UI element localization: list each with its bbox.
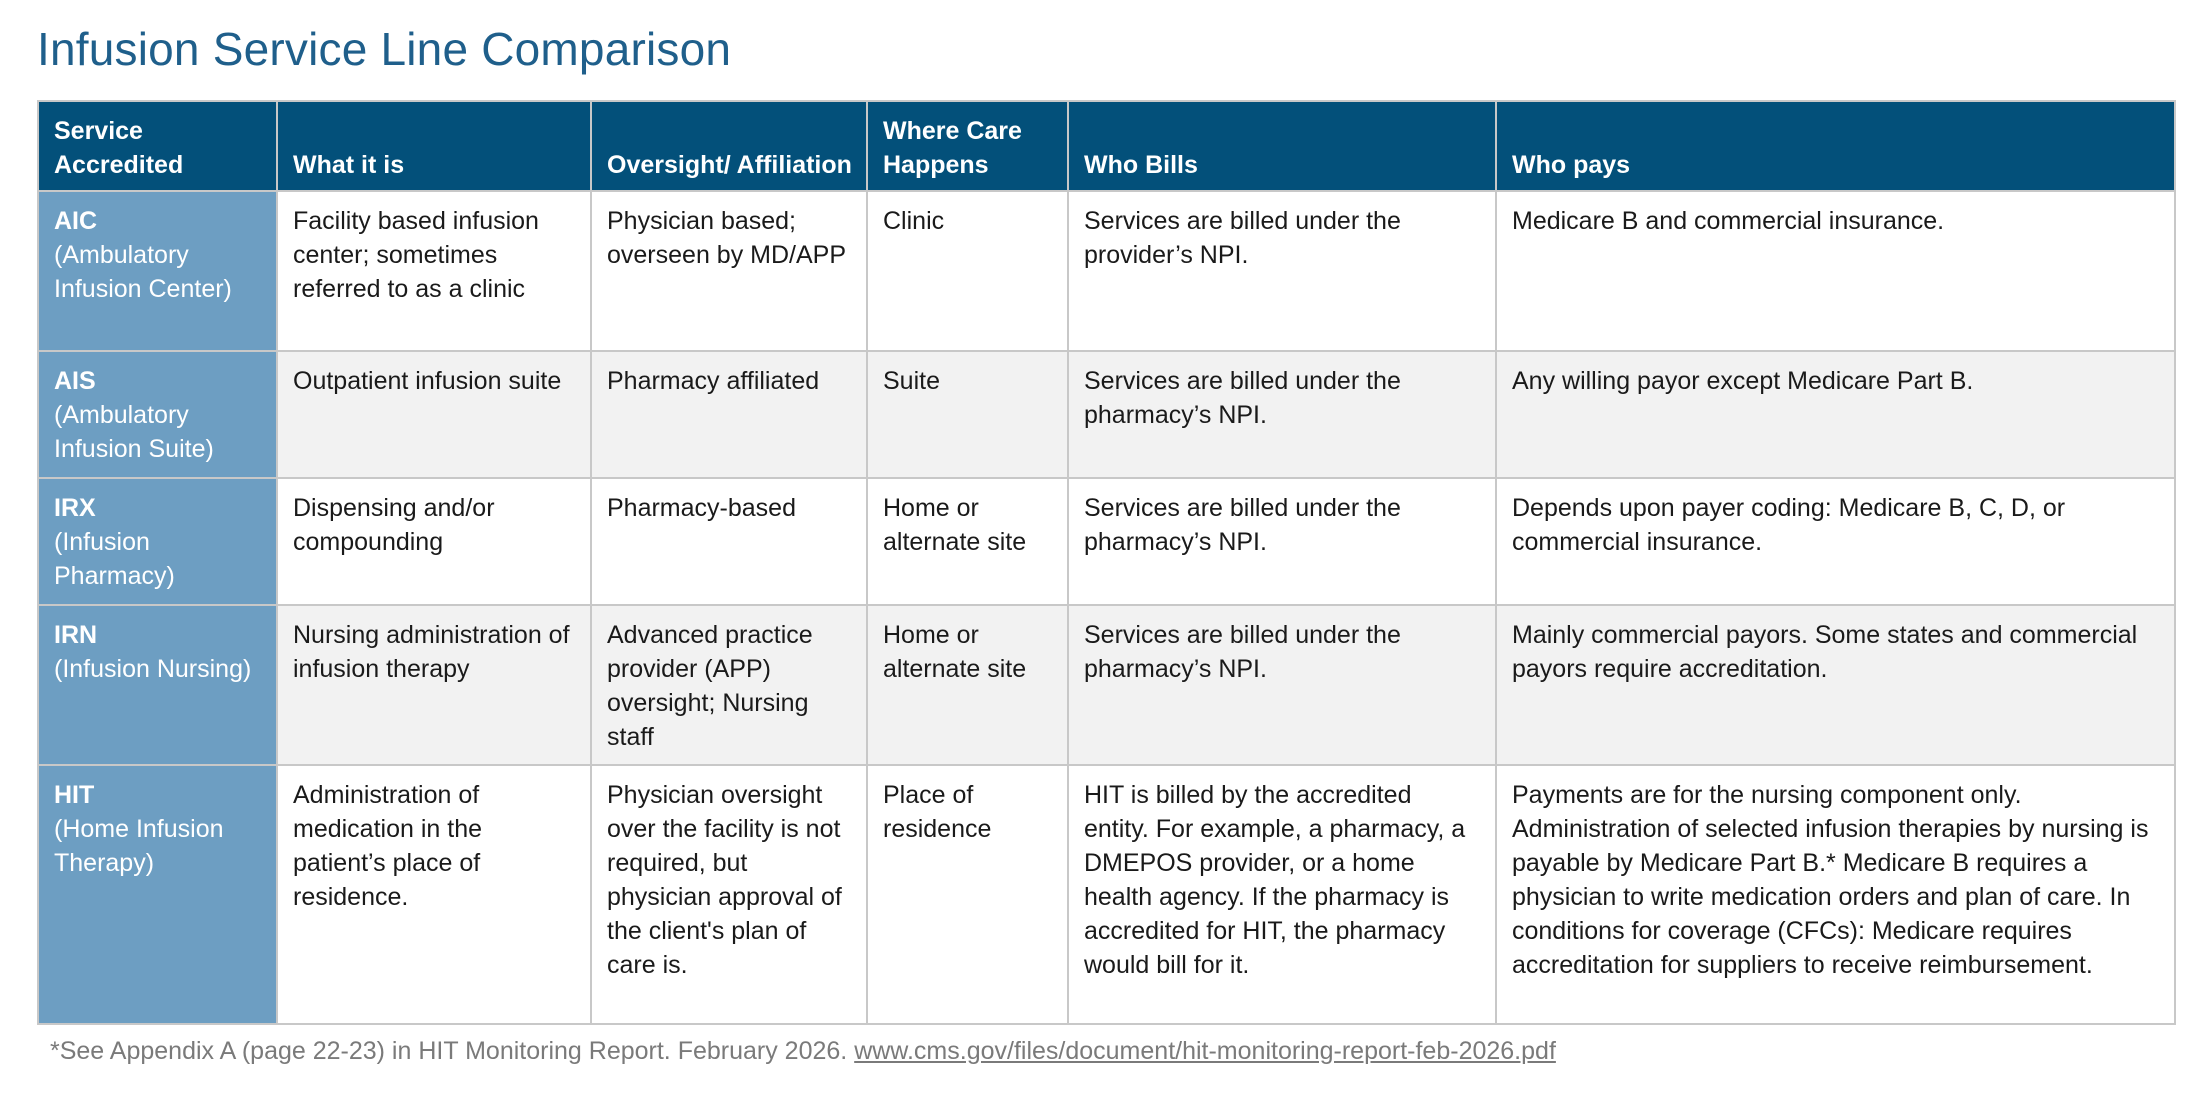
service-cell [38,191,277,351]
service-code: HIT [54,781,95,809]
header-what-it-is: What it is [277,101,591,191]
header-where-care-happens: Where Care Happens [867,101,1068,191]
header-row [38,101,2175,191]
footnote-text: *See Appendix A (page 22-23) in HIT Monitoring Report. February 2026. [50,1037,855,1065]
who-bills-cell: Services are billed under the pharmacy’s NPI. [1068,351,1496,478]
oversight-cell: Pharmacy affiliated [591,351,867,478]
who-pays-cell: Payments are for the nursing component only. Administration of selected infusion therapies by nursing is payable by Medicare Part B.* Medicare B requires a physician to write medication orders and plan of care. In conditions for coverage (CFCs): Medicare requires accreditation for suppliers to receive reimbursement. [1496,765,2175,1024]
oversight-cell: Physician oversight over the facility is not required, but physician approval of the client's plan of care is. [591,765,867,1024]
service-code: AIS [54,367,96,395]
table-row-irx [38,478,2175,605]
table-row-hit [38,765,2175,1024]
where-care-cell: Suite [867,351,1068,478]
table-row-ais [38,351,2175,478]
who-pays-cell: Mainly commercial payors. Some states and commercial payors require accreditation. [1496,605,2175,765]
comparison-table [37,100,2176,1025]
who-bills-cell: Services are billed under the pharmacy’s NPI. [1068,478,1496,605]
what-it-is-cell: Dispensing and/or compounding [277,478,591,605]
footnote-link[interactable]: www.cms.gov/files/document/hit-monitoring-report-feb-2026.pdf [854,1037,1556,1065]
where-care-cell: Clinic [867,191,1068,351]
table-row-aic [38,191,2175,351]
where-care-cell: Home or alternate site [867,478,1068,605]
service-cell [38,351,277,478]
service-name: (Ambulatory Infusion Suite) [54,401,214,463]
table-row-irn [38,605,2175,765]
service-code: AIC [54,207,98,235]
what-it-is-cell: Outpatient infusion suite [277,351,591,478]
what-it-is-cell: Nursing administration of infusion therapy [277,605,591,765]
who-bills-cell: Services are billed under the provider’s NPI. [1068,191,1496,351]
who-pays-cell: Medicare B and commercial insurance. [1496,191,2175,351]
what-it-is-cell: Administration of medication in the patient’s place of residence. [277,765,591,1024]
who-bills-cell: HIT is billed by the accredited entity. For example, a pharmacy, a DMEPOS provider, or a home health agency. If the pharmacy is accredited for HIT, the pharmacy would bill for it. [1068,765,1496,1024]
what-it-is-cell: Facility based infusion center; sometimes referred to as a clinic [277,191,591,351]
who-bills-cell: Services are billed under the pharmacy’s NPI. [1068,605,1496,765]
service-name: (Infusion Nursing) [54,655,252,683]
service-name: (Home Infusion Therapy) [54,815,224,877]
footnote [50,1037,1556,1066]
service-code: IRX [54,494,96,522]
service-cell [38,765,277,1024]
where-care-cell: Place of residence [867,765,1068,1024]
header-service-accredited: Service Accredited [38,101,277,191]
header-who-bills: Who Bills [1068,101,1496,191]
where-care-cell: Home or alternate site [867,605,1068,765]
service-code: IRN [54,621,98,649]
service-name: (Infusion Pharmacy) [54,528,175,590]
service-cell [38,478,277,605]
oversight-cell: Advanced practice provider (APP) oversight; Nursing staff [591,605,867,765]
service-cell [38,605,277,765]
who-pays-cell: Depends upon payer coding: Medicare B, C, D, or commercial insurance. [1496,478,2175,605]
oversight-cell: Physician based; overseen by MD/APP [591,191,867,351]
service-name: (Ambulatory Infusion Center) [54,241,232,303]
oversight-cell: Pharmacy-based [591,478,867,605]
page-title: Infusion Service Line Comparison [37,23,732,75]
header-who-pays: Who pays [1496,101,2175,191]
who-pays-cell: Any willing payor except Medicare Part B. [1496,351,2175,478]
header-oversight-affiliation: Oversight/ Affiliation [591,101,867,191]
